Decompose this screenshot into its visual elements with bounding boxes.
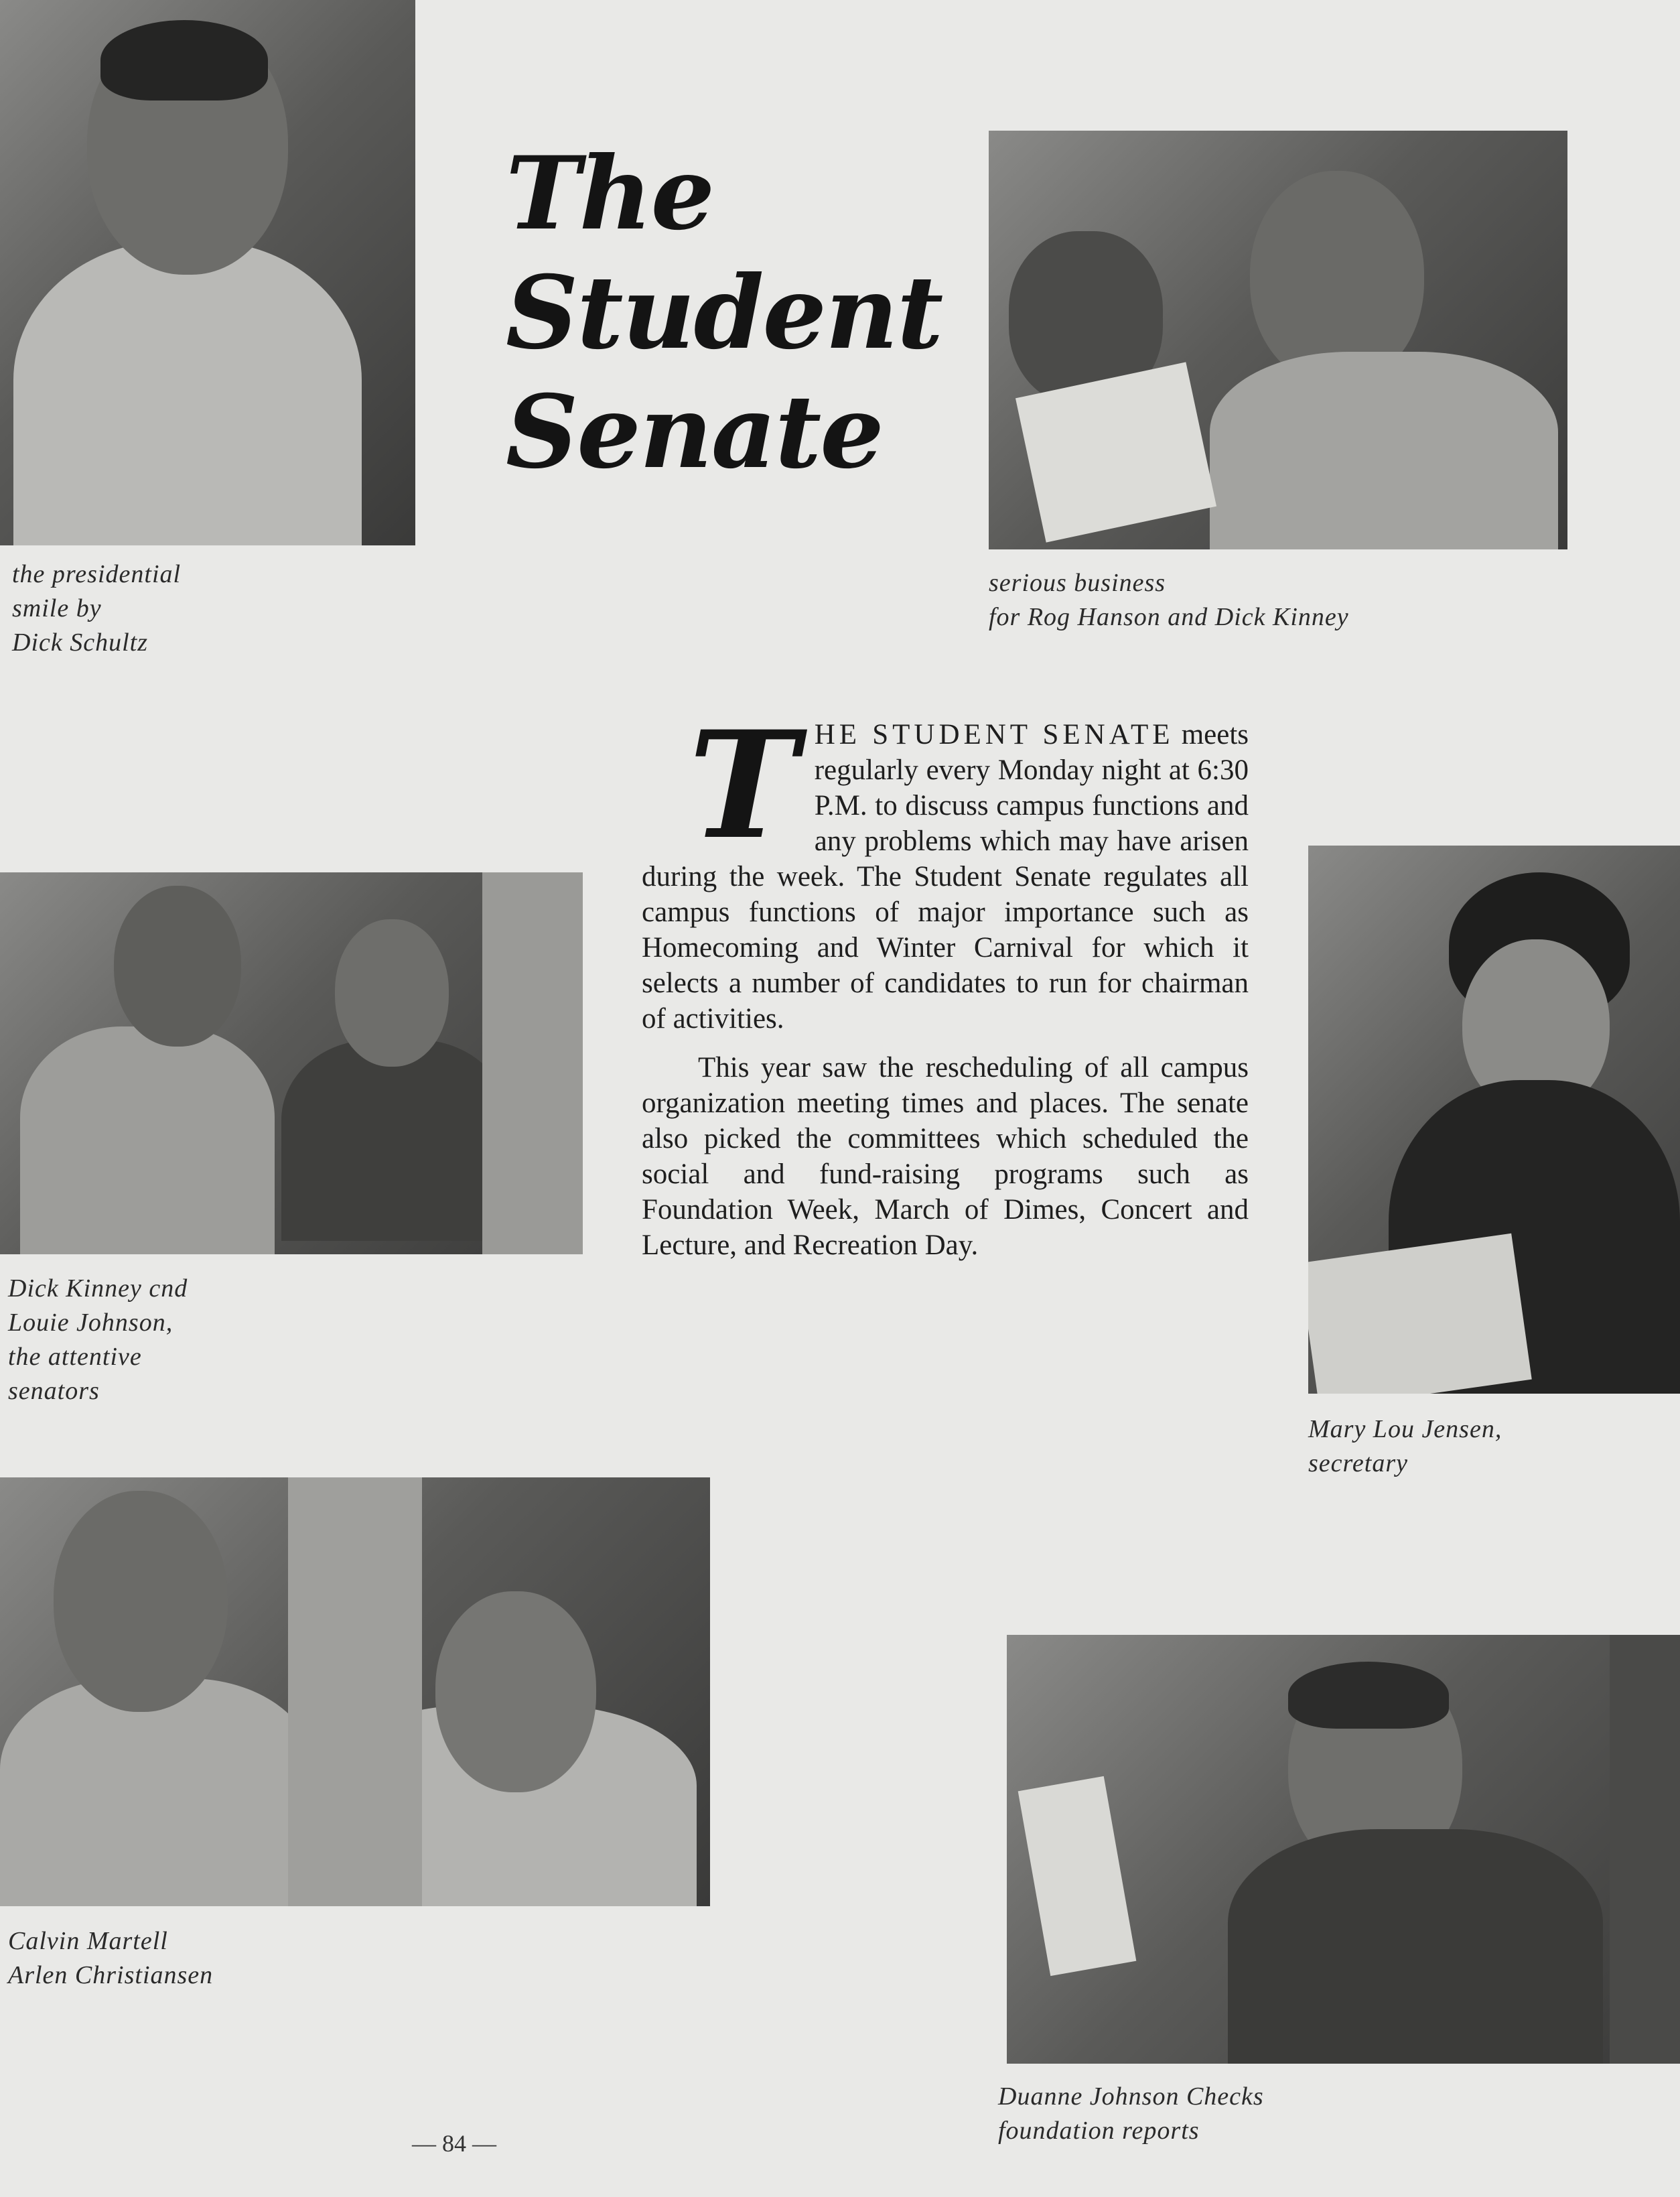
- title-line: Student: [506, 254, 942, 372]
- caption-line: Mary Lou Jensen,: [1308, 1415, 1502, 1443]
- caption-martell-christiansen: [8, 1924, 213, 1993]
- photo-mary-lou-jensen: [1308, 846, 1680, 1394]
- caption-duanne-johnson: [998, 2080, 1264, 2148]
- caption-line: senators: [8, 1377, 100, 1405]
- caption-line: Dick Schultz: [12, 628, 149, 657]
- article-body: [642, 698, 1249, 1263]
- caption-line: the presidential: [12, 560, 182, 588]
- caption-line: for Rog Hanson and Dick Kinney: [989, 603, 1349, 631]
- title-line: Senate: [506, 373, 883, 491]
- paragraph-2: This year saw the rescheduling of all campus organization meeting times and places. The senate also picked the committees which scheduled the social and fund-raising programs such as Foundation Week, March of Dimes, Concert and Lecture, and Recreation Day.: [642, 1052, 1249, 1261]
- caption-line: Duanne Johnson Checks: [998, 2082, 1264, 2111]
- caption-line: serious business: [989, 569, 1166, 597]
- paragraph-1: [642, 698, 1249, 1037]
- photo-duanne-johnson: [1007, 1635, 1680, 2064]
- caption-line: the attentive: [8, 1343, 142, 1371]
- caption-line: smile by: [12, 594, 102, 622]
- caption-line: Arlen Christiansen: [8, 1961, 214, 1989]
- title-line: The: [506, 135, 714, 253]
- paragraph-1-text: meets regularly every Monday night at 6:30 P.M. to discuss campus functions and any problems which may have arisen during the week. The Student Senate regulates all campus functions of major importance such as Homecoming and Winter Carnival for which it selects a number of candidates to run for chairman of activities.: [642, 719, 1249, 1035]
- caption-line: secretary: [1308, 1449, 1408, 1477]
- page-title: [506, 134, 942, 492]
- photo-kinney-johnson: [0, 872, 583, 1254]
- caption-line: Calvin Martell: [8, 1927, 168, 1955]
- caption-dick-schultz: [12, 557, 181, 660]
- page-number: — 84 —: [412, 2130, 496, 2157]
- caption-line: Louie Johnson,: [8, 1309, 173, 1337]
- photo-dick-schultz: [0, 0, 415, 545]
- caption-line: Dick Kinney cnd: [8, 1274, 188, 1303]
- caption-hanson-kinney: [989, 566, 1349, 635]
- photo-hanson-kinney: [989, 131, 1567, 549]
- caption-mary-lou-jensen: [1308, 1412, 1502, 1481]
- caption-kinney-johnson: [8, 1272, 188, 1408]
- caption-line: foundation reports: [998, 2117, 1200, 2145]
- photo-martell-christiansen: [0, 1477, 710, 1906]
- drop-cap: T: [689, 698, 798, 872]
- lead-in: HE STUDENT SENATE: [814, 719, 1174, 750]
